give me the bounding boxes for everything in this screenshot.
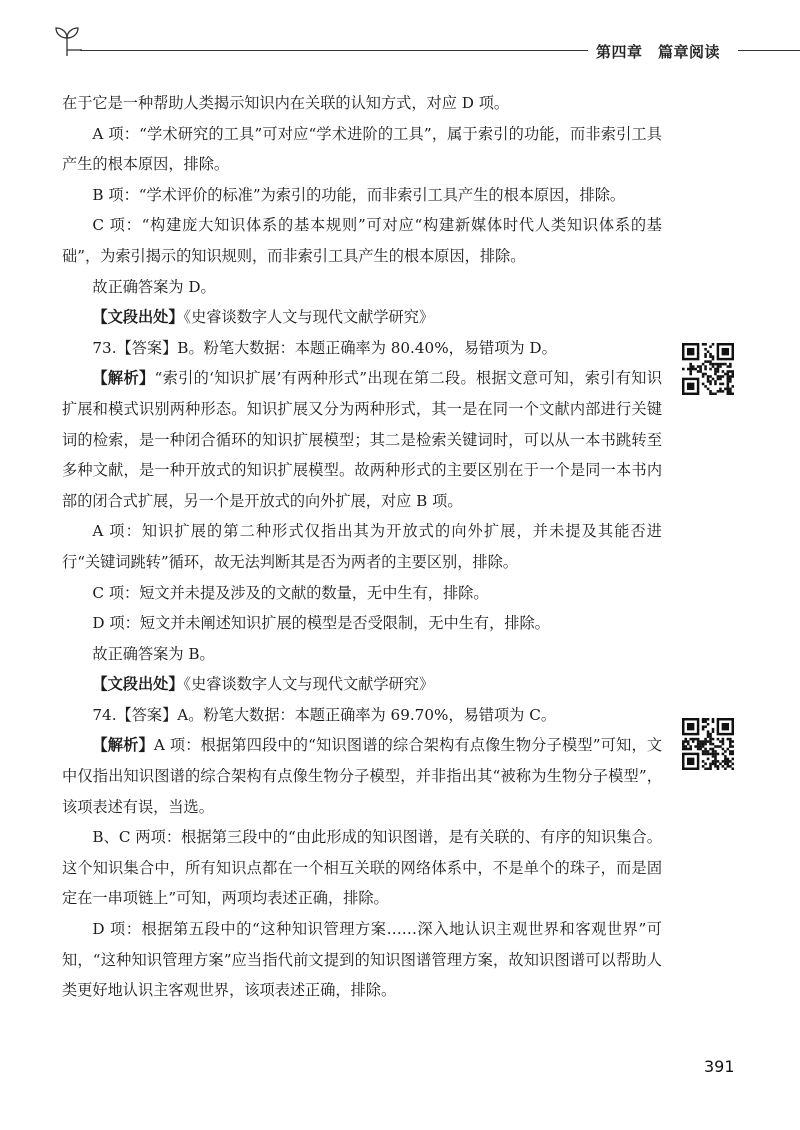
paragraph	[62, 730, 662, 822]
paragraph	[62, 363, 662, 516]
paragraph	[62, 639, 662, 670]
paragraph-text: 《史睿谈数字人文与现代文献学研究》	[183, 675, 435, 694]
paragraph-text: D 项：短文并未阐述知识扩展的模型是否受限制，无中生有，排除。	[92, 614, 550, 633]
paragraph	[62, 669, 662, 700]
section-tag: 【解析】	[92, 736, 154, 755]
paragraph-text: B 项：“学术评价的标准”为索引的功能，而非索引工具产生的根本原因，排除。	[92, 185, 626, 204]
paragraph-text: C 项：“构建庞大知识体系的基本规则”可对应“构建新媒体时代人类知识体系的基础”，为索引揭示的知识规则，而非索引工具产生的根本原因，排除。	[62, 216, 662, 265]
paragraph-text: B、C 两项：根据第三段中的“由此形成的知识图谱，是有关联的、有序的知识集合。这个知识集合中，所有知识点都在一个相互关联的网络体系中，不是单个的珠子，而是固定在一串项链上”可知，两项均表述正确，排除。	[62, 828, 662, 908]
section-tag: 【文段出处】	[92, 308, 184, 327]
paragraph-text: 73.【答案】B。粉笔大数据：本题正确率为 80.40%，易错项为 D。	[92, 338, 557, 357]
qr-code-icon[interactable]	[682, 343, 734, 395]
header-rule-right	[738, 50, 800, 51]
section-tag: 【解析】	[92, 369, 155, 388]
page-body	[62, 88, 662, 1006]
paragraph-text: A 项：根据第四段中的“知识图谱的综合架构有点像生物分子模型”可知，文中仅指出知识图谱的综合架构有点像生物分子模型，并非指出其“被称为生物分子模型”，该项表述有误，当选。	[62, 736, 663, 816]
paragraph-text: A 项：知识扩展的第二种形式仅指出其为开放式的向外扩展，并未提及其能否进行“关键词跳转”循环，故无法判断其是否为两者的主要区别，排除。	[62, 522, 662, 571]
paragraph	[62, 578, 662, 609]
paragraph	[62, 272, 662, 303]
leaf-logo-icon	[52, 24, 82, 58]
paragraph-text: 故正确答案为 B。	[92, 644, 215, 663]
paragraph-text: “索引的‘知识扩展’有两种形式”出现在第二段。根据文意可知，索引有知识扩展和模式识别两种形态。知识扩展又分为两种形式，其一是在同一个文献内部进行关键词的检索，是一种闭合循环的知识扩展模型；其二是检索关键词时，可以从一本书跳转至多种文献，是一种开放式的知识扩展模型。故两种形式的主要区别在于一个是同一本书内部的闭合式扩展，另一个是开放式的向外扩展，对应 B 项。	[62, 369, 663, 510]
page-header	[0, 0, 800, 70]
paragraph-text: D 项：根据第五段中的“这种知识管理方案……深入地认识主观世界和客观世界”可知，“这种知识管理方案”应当指代前文提到的知识图谱管理方案，故知识图谱可以帮助人类更好地认识主客观世界，该项表述正确，排除。	[62, 920, 662, 1000]
paragraph	[62, 88, 662, 119]
paragraph	[62, 302, 662, 333]
paragraph-text: 在于它是一种帮助人类揭示知识内在关联的认知方式，对应 D 项。	[62, 94, 510, 112]
header-rule-left	[80, 50, 588, 51]
section-tag: 【文段出处】	[92, 675, 184, 694]
paragraph	[62, 516, 662, 577]
paragraph-text: A 项：“学术研究的工具”可对应“学术进阶的工具”，属于索引的功能，而非索引工具产生的根本原因，排除。	[62, 124, 662, 174]
qr-code-icon[interactable]	[682, 718, 734, 770]
paragraph	[62, 700, 662, 731]
paragraph-text: 74.【答案】A。粉笔大数据：本题正确率为 69.70%，易错项为 C。	[92, 705, 557, 724]
paragraph	[62, 914, 662, 1006]
paragraph	[62, 822, 662, 914]
paragraph	[62, 180, 662, 211]
paragraph	[62, 119, 662, 180]
paragraph-text: 《史睿谈数字人文与现代文献学研究》	[183, 308, 435, 327]
paragraph	[62, 210, 662, 271]
page-number: 391	[704, 1057, 735, 1076]
paragraph	[62, 333, 662, 364]
paragraph-text: C 项：短文并未提及涉及的文献的数量，无中生有，排除。	[92, 583, 489, 602]
paragraph-text: 故正确答案为 D。	[92, 277, 216, 296]
paragraph	[62, 608, 662, 639]
chapter-title: 第四章 篇章阅读	[596, 43, 721, 61]
